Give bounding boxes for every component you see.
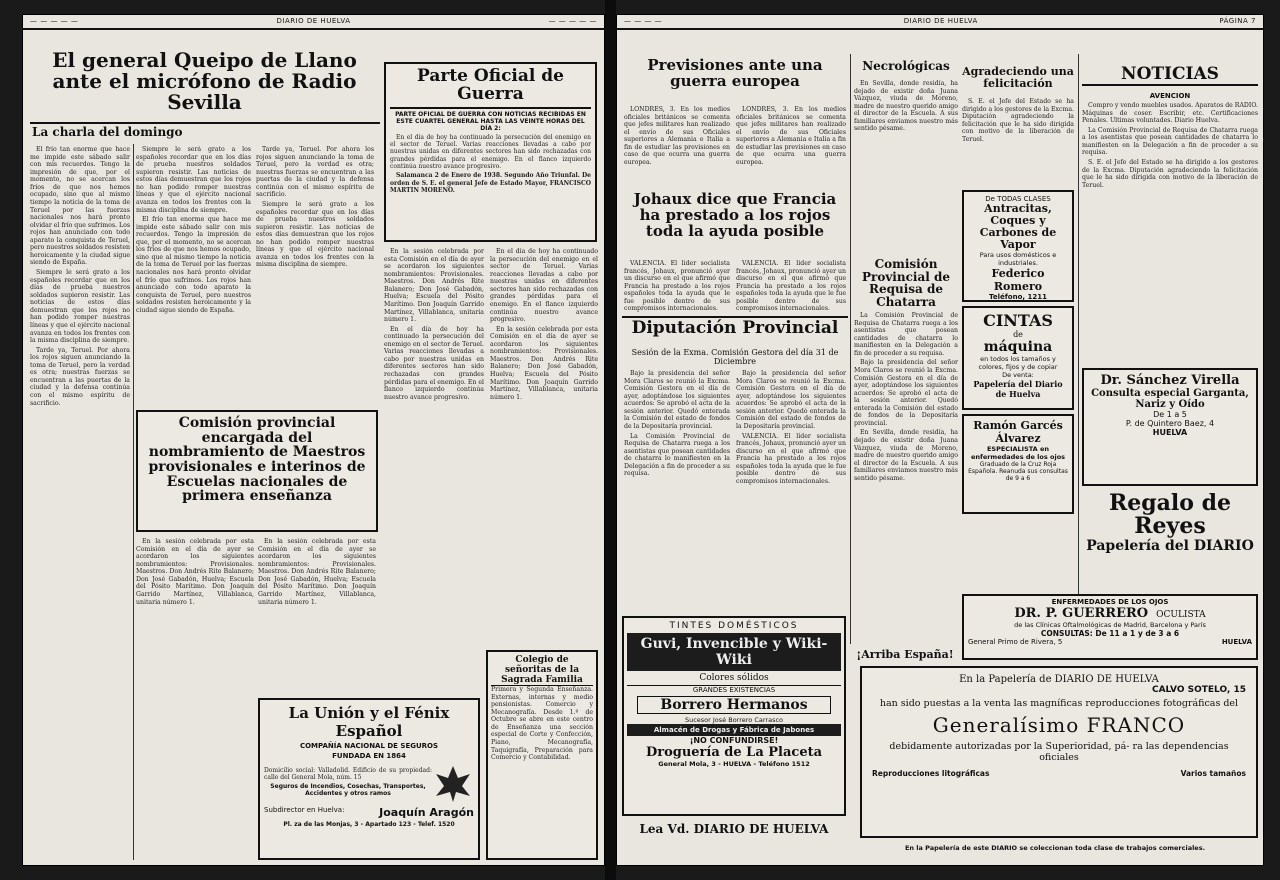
fenix-line4: Seguros de Incendios, Cosechas, Transportes, Accidentes y otros ramos [270, 783, 426, 798]
romero-name: Federico Romero [991, 267, 1045, 294]
footer-note: En la Papelería de este DIARIO se coleccionan toda clase de trabajos comerciales. [904, 844, 1206, 852]
queipo-col3-text: Tarde ya, Teruel. Por ahora los rojos siguen anunciando la toma de Teruel, pero la verdad es otra; nuestras fuerzas se encuentran a las puertas de la ciudad y la defensa continúa con el mismo espíritu de sacrificio. [256, 146, 374, 199]
guerrero-oculista-ad [962, 594, 1258, 660]
franco-title: Generalísimo FRANCO [932, 713, 1186, 737]
johaux-text-2: VALENCIA. El líder socialista francés, Johaux, pronunció ayer un discurso en el que afirmó que Francia ha prestado a los rojos españoles toda la ayuda que le fue posible dentro de sus compromisos internacionales. [736, 260, 846, 313]
parte-oficial-text: En el día de hoy ha continuado la persecución del enemigo en el sector de Teruel. Varias reacciones llevadas a cabo por nuestras unidas en diferentes sectores han sido rechazadas con grandes pérdidas para el enemigo. En el flanco izquierdo continúa nuestro avance progresivo. [390, 133, 591, 170]
queipo-rule [30, 122, 380, 124]
queipo-paragraph-2: Siempre le será grato a los españoles recordar que en los días de prueba nuestros soldados supieron resistir. Las noticias de estos días demuestran que los rojos no han podido romper nuestras líneas y que el ejército nacional avanza en todos los frentes con la misma disciplina de siempre. [30, 269, 130, 345]
phoenix-emblem-icon [432, 762, 474, 804]
reyes-sub: Papelería del DIARIO [1086, 538, 1254, 555]
guerrero-city: HUELVA [1221, 638, 1252, 646]
garces-title: ESPECIALISTA en enfermedades de los ojos [970, 445, 1066, 461]
romero-line3: Para usos domésticos e industriales. [979, 251, 1057, 268]
franco-foot-left: Reproducciones litográficas [872, 769, 990, 778]
romero-carbones-ad [962, 190, 1074, 302]
comision-maestros-box [136, 410, 378, 532]
queipo-col-1 [30, 146, 130, 858]
chatarra-body [854, 312, 958, 634]
agradecimiento-title: Agradeciendo una felicitación [962, 65, 1074, 90]
queipo-paragraph-1: El frío tan enorme que hace me impide este sábado salir con mis recuerdos. Tengo la impresión de que, por el momento, no se acercan los fríos de que nos hemos ocupado, sino que al mismo tiempo la noticia de la toma de Teruel por las fuerzas nacionales nos hará pronto olvidar el frío que sufrimos. Los rojos han anunciado con todo aparato la conquista de Teruel, pero nuestros soldados resisten heroicamente y la ciudad sigue siendo de España. [30, 146, 130, 267]
comision-maestros-headline: Comisión provincial encargada del nombramiento de Maestros provisionales e interinos de Escuelas nacionales de primera enseñanza [148, 415, 366, 505]
romero-phone: Teléfono, 1211 [989, 293, 1047, 302]
colegio-title: Colegio de señoritas de la Sagrada Familia [491, 655, 593, 686]
noticias-text-3: S. E. el Jefe del Estado se ha dirigido a los gestores de la Excma. Diputación agradeciendo la felicitación que le ha sido dirigida con motivo de la liberación de Teruel. [1082, 158, 1258, 189]
list-col-a-text: En la sesión celebrada por esta Comisión en el día de ayer se acordaron los siguientes nombramientos: Provisionales. Maestros. Don Andrés Rite Balanero; Don José Gabadón, Huelva; Escuela del Pósito Marítimo. Don Joaquín Garrido Martínez, Villablanca, unitaria número 1. [384, 248, 484, 324]
guerrero-name: DR. P. GUERRERO [1014, 606, 1149, 621]
chatarra-headline: Comisión Provincial de Requisa de Chatarra [861, 257, 950, 309]
previsiones-col-2 [736, 106, 846, 190]
franco-line4: debidamente autorizadas por la Superioridad, pá- ra las dependencias oficiales [889, 741, 1229, 763]
cintas-maquina-ad [962, 306, 1074, 410]
queipo-col2-text: Siempre le será grato a los españoles recordar que en los días de prueba nuestros soldados supieron resistir. Las noticias de estos días demuestran que los rojos no han podido romper nuestras líneas y que el ejército nacional avanza en todos los frentes con la misma disciplina de siempre. [136, 146, 251, 214]
right-newspaper-page [616, 14, 1264, 866]
tintes-line3: Droguería de La Placeta [645, 745, 823, 760]
left-header-rule: — — — — — [30, 17, 79, 25]
queipo-paragraph-3: Tarde ya, Teruel. Por ahora los rojos siguen anunciando la toma de Teruel, pero la verdad es otra; nuestras fuerzas se encuentran a las puertas de la ciudad y la defensa continúa con el mismo espíritu de sacrificio. [30, 346, 130, 407]
guerrero-label: ENFERMEDADES DE LOS OJOS [1051, 598, 1169, 606]
guerrero-consultas: CONSULTAS: De 11 a 1 y de 3 a 6 [1040, 629, 1180, 638]
sanchez-body: Consulta especial Garganta, Nariz y Oído [1091, 388, 1249, 410]
fenix-line1: COMPAÑÍA NACIONAL DE SEGUROS [299, 742, 439, 750]
noticias-title: NOTICIAS [1082, 66, 1258, 86]
fenix-agent-label: Subdirector en Huelva: [264, 806, 345, 814]
tintes-store: Borrero Hermanos [637, 696, 831, 714]
tintes-line1: Almacén de Drogas y Fábrica de Jabones [627, 724, 841, 736]
queipo-col2-text-2: El frío tan enorme que hace me impide este sábado salir con mis recuerdos. Tengo la impresión de que, por el momento, no se acercan los fríos de que nos hemos ocupado, sino que al mismo tiempo la noticia de la toma de Teruel por las fuerzas nacionales nos hará pronto olvidar el frío que sufrimos. Los rojos han anunciado con todo aparato la conquista de Teruel, pero nuestros soldados resisten heroicamente y la ciudad sigue siendo de España. [136, 216, 251, 314]
johaux-text: VALENCIA. El líder socialista francés, Johaux, pronunció ayer un discurso en el que afirmó que Francia ha prestado a los rojos españoles toda la ayuda que le fue posible dentro de sus compromisos internacionales. [624, 260, 730, 313]
franco-foot-right: Varios tamaños [1180, 769, 1246, 778]
right-header-title: DIARIO DE HUELVA [903, 17, 978, 25]
guerrero-role: OCULISTA [1156, 610, 1206, 620]
queipo-subhead: La charla del domingo [32, 125, 183, 139]
cintas-where: Papelería del Diario de Huelva [973, 379, 1063, 399]
necrologicas-text: En Sevilla, donde residía, ha dejado de existir doña Juana Vázquez, viuda de Moreno, madre de nuestro querido amigo el director de la Escuela. A sus familiares enviamos nuestro más sentido pésame. [854, 80, 958, 133]
parte-oficial-body [390, 134, 591, 226]
noticias-text: Compro y vendo muebles usados. Aparatos de RADIO. Máquinas de coser. Escribir, etc. Certificaciones Penales. Ultimas voluntades. Diario Huelva. [1082, 102, 1258, 125]
cintas-sub2: máquina [983, 339, 1053, 355]
col-divider-r1 [850, 54, 851, 644]
chatarra-text-2: Bajo la presidencia del señor Mora Claros se reunió la Excma. Comisión Gestora en el día de ayer, adoptándose los siguientes acuerdos: Se aprobó el acta de la sesión anterior. Quedó enterada la Comisión del estado de fondos de la Depositaría provincial. [854, 359, 958, 427]
fenix-address: Pl. za de las Monjas, 3 - Apartado 123 - Telef. 1520 [283, 821, 455, 828]
fenix-agent-name: Joaquín Aragón [379, 806, 474, 819]
noticias-body [1082, 102, 1258, 362]
reyes-ad [1082, 492, 1258, 604]
right-header-rule: — — — — [624, 17, 663, 25]
list-col-b-text-2: En la sesión celebrada por esta Comisión en el día de ayer se acordaron los siguientes nombramientos: Provisionales. Maestros. Don Andrés Rite Balanero; Don José Gabadón, Huelva; Escuela del Pósito Marítimo. Don Joaquín Garrido Martínez, Villablanca, unitaria número 1. [490, 325, 598, 401]
list-col-a [384, 248, 484, 648]
guerrero-body: de las Clínicas Oftalmológicas de Madrid, Barcelona y París [1014, 621, 1206, 629]
johaux-col-1 [624, 260, 730, 316]
johaux-col-2 [736, 260, 846, 316]
tintes-domesticos-ad [622, 616, 846, 816]
comision-col1-text: En la sesión celebrada por esta Comisión en el día de ayer se acordaron los siguientes nombramientos: Provisionales. Maestros. Don Andrés Rite Balanero; Don José Gabadón, Huelva; Escuela del Pósito Marítimo. Don Joaquín Garrido Martínez, Villablanca, unitaria número 1. [136, 538, 254, 606]
comision-col-2 [258, 538, 376, 694]
franco-line2: CALVO SOTELO, 15 [1151, 685, 1246, 695]
necrologicas-title: Necrológicas [862, 59, 950, 73]
diputacion-headline: Diputación Provincial [631, 318, 839, 338]
queipo-col-3 [256, 146, 374, 406]
franco-reproducciones-ad [860, 666, 1258, 838]
right-page-header [616, 14, 1264, 30]
sanchez-virella-ad [1082, 368, 1258, 486]
colegio-body: Primera y Segunda Enseñanza. Externas, internas y medio pensionistas. Comercio y Mecanografía. Desde 1.º de Octubre se abre en este centro de Enseñanza una sección especial de Corte y Confección, Piano, Mecanografía, Taquigrafía, Preparación para Comercio y Contabilidad. [491, 686, 593, 762]
diputacion-col-1 [624, 370, 730, 610]
previsiones-col-1 [624, 106, 730, 190]
colegio-ad [486, 650, 598, 860]
tintes-address: General Mola, 3 - HUELVA - Teléfono 1512 [658, 760, 810, 768]
johaux-headline: Johaux dice que Francia ha prestado a los rojos toda la ayuda posible [633, 190, 837, 240]
chatarra-text: La Comisión Provincial de Requisa de Chatarra ruega a los asentistas que posean cantidades de chatarra lo manifiesten en la Delegación a fin de proceder a su requisa. [854, 312, 958, 357]
arriba-espana: ¡Arriba España! [856, 648, 954, 661]
cintas-title: CINTAS [983, 311, 1053, 330]
list-col-b-text: En el día de hoy ha continuado la persecución del enemigo en el sector de Teruel. Varias reacciones llevadas a cabo por nuestras unidas en diferentes sectores han sido rechazadas con grandes pérdidas para el enemigo. En el flanco izquierdo continúa nuestro avance progresivo. [490, 248, 598, 324]
previsiones-text: LONDRES, 3. En los medios oficiales británicos se comenta que jefes militares han realizado el envío de sus Oficiales superiores a Alemania e Italia a fin de estudiar las previsiones en caso de que ocurra una guerra europea. [624, 106, 730, 166]
tintes-stock: GRANDES EXISTENCIAS [692, 686, 776, 694]
right-header-page: PÁGINA 7 [1219, 17, 1256, 25]
garces-body: Graduado de la Cruz Roja Española. Reanuda sus consultas de 9 a 6 [968, 461, 1068, 482]
diputacion-text-2: Bajo la presidencia del señor Mora Claros se reunió la Excma. Comisión Gestora en el día de ayer, adoptándose los siguientes acuerdos: Se aprobó el acta de la sesión anterior. Quedó enterada la Comisión del estado de fondos de la Depositaría provincial. [736, 370, 846, 430]
sanchez-name: Dr. Sánchez Virella [1100, 373, 1240, 388]
noticias-subhead: AVENCION [1149, 92, 1191, 100]
left-newspaper-page [22, 14, 605, 866]
comision-col2-text: En la sesión celebrada por esta Comisión en el día de ayer se acordaron los siguientes nombramientos: Provisionales. Maestros. Don Andrés Rite Balanero; Don José Gabadón, Huelva; Escuela del Pósito Marítimo. Don Joaquín Garrido Martínez, Villablanca, unitaria número 1. [258, 538, 376, 606]
left-page-header [22, 14, 605, 30]
queipo-col3-text-2: Siempre le será grato a los españoles recordar que en los días de prueba nuestros soldados supieron resistir. Las noticias de estos días demuestran que los rojos no han podido romper nuestras líneas y que el ejército nacional avanza en todos los frentes con la misma disciplina de siempre. [256, 200, 374, 269]
tintes-line2: ¡NO CONFUNDIRSE! [689, 736, 779, 745]
reyes-title: Regalo de Reyes [1109, 490, 1231, 540]
tintes-brands: Guvi, Invencible y Wiki-Wiki [627, 633, 841, 671]
agradecimiento-body [962, 98, 1074, 190]
sanchez-hours: De 1 a 5 [1153, 410, 1187, 419]
list-col-a-text-2: En el día de hoy ha continuado la persecución del enemigo en el sector de Teruel. Varias reacciones llevadas a cabo por nuestras unidas en diferentes sectores han sido rechazadas con grandes pérdidas para el enemigo. En el flanco izquierdo continúa nuestro avance progresivo. [384, 325, 484, 401]
page-fold [605, 0, 616, 880]
diputacion-text-2b: VALENCIA. El líder socialista francés, Johaux, pronunció ayer un discurso en el que afirmó que Francia ha prestado a los rojos españoles toda la ayuda que le fue posible dentro de sus compromisos internacionales. [736, 432, 846, 485]
parte-oficial-signature: Salamanca 2 de Enero de 1938. Segundo Año Triunfal. De orden de S. E. el general Jefe de Estado Mayor, FRANCISCO MARTIN MORENO. [390, 172, 591, 194]
diputacion-subhead: Sesión de la Exma. Comisión Gestora del día 31 de Diciembre [631, 348, 839, 366]
col-divider-r2 [1078, 54, 1079, 614]
garces-oculista-ad [962, 414, 1074, 514]
sanchez-city: HUELVA [1152, 428, 1188, 437]
franco-line3: han sido puestas a la venta las magníficas reproducciones fotográficas del [879, 698, 1239, 709]
left-header-title: DIARIO DE HUELVA [276, 17, 351, 25]
queipo-headline: El general Queipo de Llano ante el micrófono de Radio Sevilla [52, 48, 357, 114]
previsiones-headline: Previsiones ante una guerra europea [647, 56, 823, 90]
fenix-line3: Domicilio social: Valladolid. Edificio de su propiedad: calle del General Mola, núm. 15 [264, 766, 432, 781]
tintes-successor: Sucesor José Borrero Carrasco [684, 716, 784, 724]
guerrero-address: General Primo de Rivera, 5 [968, 638, 1063, 646]
necrologicas-body [854, 80, 958, 190]
queipo-col-2 [136, 146, 251, 406]
diputacion-text: Bajo la presidencia del señor Mora Claros se reunió la Excma. Comisión Gestora en el día de ayer, adoptándose los siguientes acuerdos: Se aprobó el acta de la sesión anterior. Quedó enterada la Comisión del estado de fondos de la Depositaría provincial. [624, 370, 730, 430]
cintas-body: en todos los tamaños y colores, fijos y de copiar [978, 355, 1058, 371]
agradecimiento-text: S. E. el Jefe del Estado se ha dirigido a los gestores de la Excma. Diputación agradeciendo la felicitación que le ha sido dirigida con motivo de la liberación de Teruel. [962, 98, 1074, 143]
chatarra-text-3: En Sevilla, donde residía, ha dejado de existir doña Juana Vázquez, viuda de Moreno, madre de nuestro querido amigo el director de la Escuela. A sus familiares enviamos nuestro más sentido pésame. [854, 429, 958, 482]
sanchez-address: P. de Quintero Baez, 4 [1125, 419, 1215, 428]
diputacion-col-2 [736, 370, 846, 610]
tintes-colors: Colores sólidos [627, 673, 841, 686]
cintas-label: De venta: [1002, 371, 1034, 379]
romero-line2: Antracitas, Coques y Carbones de Vapor [979, 202, 1057, 252]
diputacion-text-b: La Comisión Provincial de Requisa de Chatarra ruega a los asentistas que posean cantidades de chatarra lo manifiesten en la Delegación a fin de proceder a su requisa. [624, 432, 730, 478]
left-header-rule-2: — — — — — [548, 17, 597, 25]
cintas-sub1: de [1013, 330, 1023, 339]
garces-name: Ramón Garcés Álvarez [973, 419, 1063, 445]
col-divider [133, 144, 134, 860]
tintes-label: TINTES DOMÉSTICOS [669, 621, 799, 631]
parte-oficial-headline: Parte Oficial de Guerra [390, 68, 591, 109]
fenix-line2: FUNDADA EN 1864 [332, 752, 406, 760]
franco-line1: En la Papelería de DIARIO DE HUELVA [959, 674, 1159, 685]
lea-diario: Lea Vd. DIARIO DE HUELVA [639, 822, 829, 836]
previsiones-text-2: LONDRES, 3. En los medios oficiales británicos se comenta que jefes militares han realizado el envío de sus Oficiales superiores a Alemania e Italia a fin de estudiar las previsiones en caso de que ocurra una guerra europea. [736, 106, 846, 166]
fenix-seguros-ad [258, 698, 480, 860]
noticias-text-2: La Comisión Provincial de Requisa de Chatarra ruega a los asentistas que posean cantidades de chatarra lo manifiesten en la Delegación a fin de proceder a su requisa. [1082, 126, 1258, 157]
romero-line1: De TODAS CLASES [985, 195, 1051, 203]
parte-oficial-intro: PARTE OFICIAL DE GUERRA CON NOTICIAS RECIBIDAS EN ESTE CUARTEL GENERAL HASTA LAS VEINTE HORAS DEL DÍA 2: [395, 110, 586, 132]
fenix-title: La Unión y el Fénix Español [288, 704, 450, 740]
comision-col-1 [136, 538, 254, 858]
parte-oficial-box [384, 62, 597, 242]
list-col-b [490, 248, 598, 648]
